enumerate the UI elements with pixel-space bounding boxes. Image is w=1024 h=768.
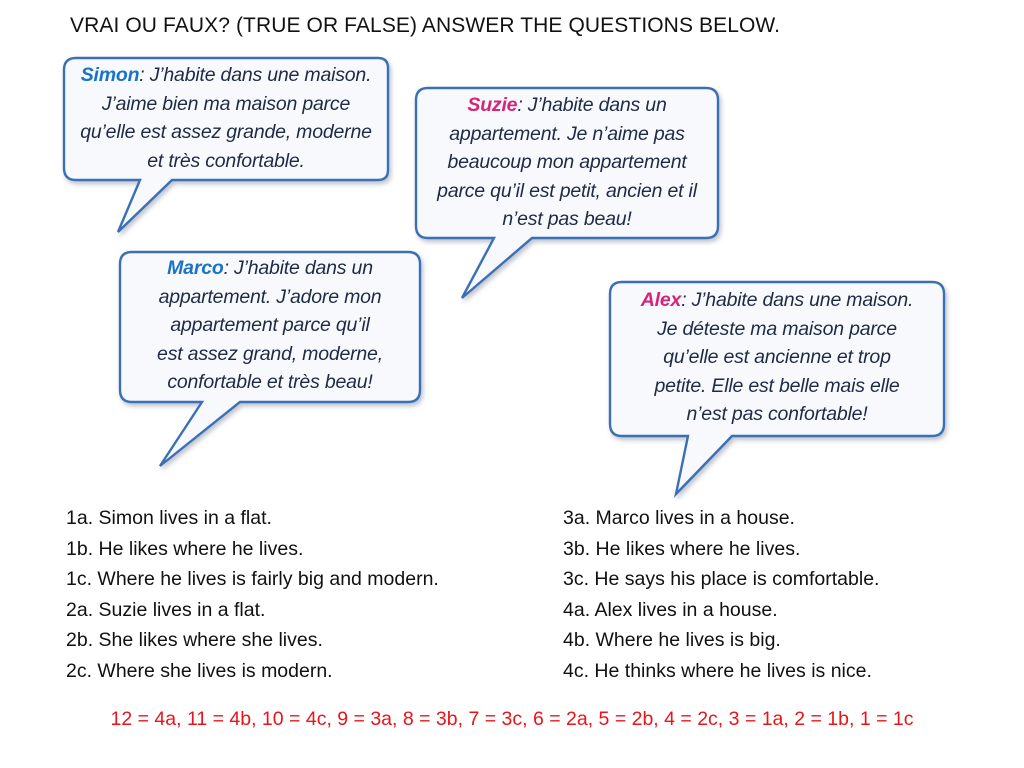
question-3b: 3b. He likes where he lives.	[563, 537, 801, 560]
marco-name: Marco	[167, 257, 224, 279]
bubble-line: qu’elle est ancienne et trop	[663, 346, 891, 368]
bubble-line: n’est pas confortable!	[686, 403, 868, 425]
answer-key: 12 = 4a, 11 = 4b, 10 = 4c, 9 = 3a, 8 = 3b, 7 = 3c, 6 = 2a, 5 = 2b, 4 = 2c, 3 = 1a, 2 = 1b, 1 = 1c	[110, 708, 914, 730]
question-1c: 1c. Where he lives is fairly big and modern.	[66, 568, 439, 590]
question-1a: 1a. Simon lives in a flat.	[66, 507, 272, 529]
alex-bubble-text	[610, 286, 944, 429]
bubble-line: confortable et très beau!	[167, 371, 373, 393]
bubble-line: petite. Elle est belle mais elle	[654, 374, 900, 397]
question-1b: 1b. He likes where he lives.	[66, 537, 304, 560]
bubble-line: : J’habite dans un	[517, 94, 667, 116]
bubble-line: J’aime bien ma maison parce	[101, 92, 351, 115]
question-3c: 3c. He says his place is comfortable.	[563, 568, 880, 590]
suzie-bubble-text	[416, 91, 718, 234]
question-3a: 3a. Marco lives in a house.	[563, 507, 795, 529]
page-title: VRAI OU FAUX? (TRUE OR FALSE) ANSWER THE QUESTIONS BELOW.	[70, 14, 781, 37]
bubble-line: et très confortable.	[147, 149, 305, 172]
bubble-line: : J’habite dans une maison.	[139, 64, 372, 86]
bubble-line: Je déteste ma maison parce	[657, 317, 897, 340]
bubble-line: parce qu’il est petit, ancien et il	[437, 179, 697, 202]
question-2a: 2a. Suzie lives in a flat.	[66, 598, 266, 621]
question-2c: 2c. Where she lives is modern.	[66, 659, 333, 682]
question-2b: 2b. She likes where she lives.	[66, 629, 323, 651]
bubble-line: appartement. Je n’aime pas	[449, 122, 685, 145]
simon-name: Simon	[80, 64, 140, 86]
bubble-line: est assez grand, moderne,	[157, 342, 383, 365]
simon-bubble-text	[64, 61, 388, 175]
suzie-name: Suzie	[467, 94, 518, 116]
bubble-line: : J’habite dans une maison.	[681, 289, 914, 311]
bubble-line: : J’habite dans un	[223, 257, 373, 279]
marco-bubble-text	[120, 254, 420, 397]
question-4b: 4b. Where he lives is big.	[563, 629, 781, 651]
alex-name: Alex	[640, 289, 682, 311]
bubble-line: n’est pas beau!	[502, 208, 632, 230]
bubble-line: beaucoup mon appartement	[447, 151, 687, 173]
bubble-line: appartement parce qu’il	[170, 314, 370, 336]
bubble-line: appartement. J’adore mon	[158, 285, 382, 308]
question-4a: 4a. Alex lives in a house.	[563, 598, 778, 621]
questions-right-column	[563, 503, 879, 686]
bubble-line: qu’elle est assez grande, moderne	[80, 121, 372, 143]
question-4c: 4c. He thinks where he lives is nice.	[563, 659, 872, 682]
questions-left-column	[66, 503, 439, 686]
